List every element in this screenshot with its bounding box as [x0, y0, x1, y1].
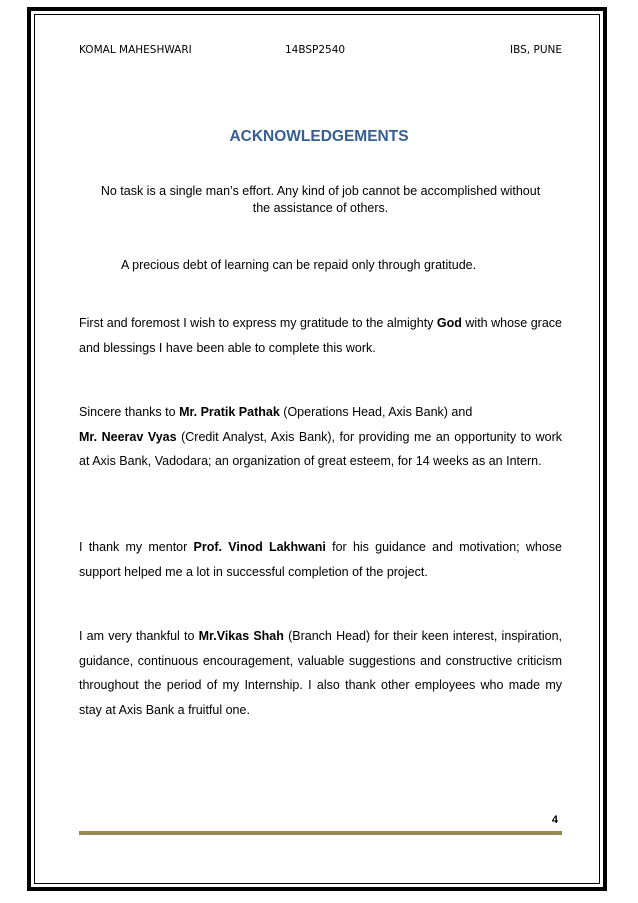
- header-roll-number: 14BSP2540: [285, 44, 346, 56]
- p3-text-c: for his guidance and motivation; whose support helped me a lot in successful completion of the project.: [79, 540, 562, 579]
- header-author: KOMAL MAHESHWARI: [79, 44, 192, 56]
- paragraph-axis-bank: [79, 400, 562, 474]
- p2-text-c: (Operations Head, Axis Bank) and: [279, 405, 473, 419]
- paragraph-branch-head: [79, 624, 562, 722]
- paragraph-god: [79, 311, 562, 360]
- paragraph-mentor: [79, 535, 562, 584]
- footer-rule: [79, 831, 562, 835]
- p2-text-a: Sincere thanks to: [79, 405, 180, 419]
- gratitude-quote: A precious debt of learning can be repaid only through gratitude.: [121, 258, 477, 272]
- page-header: [79, 44, 562, 58]
- p2-text-e: (Credit Analyst, Axis Bank), for providing me an opportunity to work at Axis Bank, Vadodara; an organization of great esteem, for 14 weeks as an Intern.: [79, 429, 563, 468]
- p4-text-a: I am very thankful to: [79, 629, 199, 643]
- p1-bold-god: God: [436, 316, 462, 330]
- p4-bold-vikas: Mr.Vikas Shah: [198, 629, 284, 643]
- p1-text-c: with whose grace and blessings I have been able to complete this work.: [79, 316, 562, 355]
- p2-bold-neerav: Mr. Neerav Vyas: [79, 429, 177, 444]
- opening-quote: No task is a single man’s effort. Any kind of job cannot be accomplished without the assistance of others.: [100, 184, 541, 215]
- header-institute: IBS, PUNE: [510, 44, 562, 56]
- p2-bold-pratik: Mr. Pratik Pathak: [179, 405, 280, 419]
- page-number: 4: [551, 814, 558, 826]
- p4-text-c: (Branch Head) for their keen interest, inspiration, guidance, continuous encouragement, valuable suggestions and constructive criticism throughout the period of my Internship. I also thank other employees who made my stay at Axis Bank a fruitful one.: [79, 629, 563, 717]
- p3-text-a: I thank my mentor: [79, 540, 194, 554]
- page-title: ACKNOWLEDGEMENTS: [229, 128, 409, 145]
- p1-text-a: First and foremost I wish to express my gratitude to the almighty: [79, 316, 437, 330]
- p3-bold-vinod: Prof. Vinod Lakhwani: [193, 540, 326, 554]
